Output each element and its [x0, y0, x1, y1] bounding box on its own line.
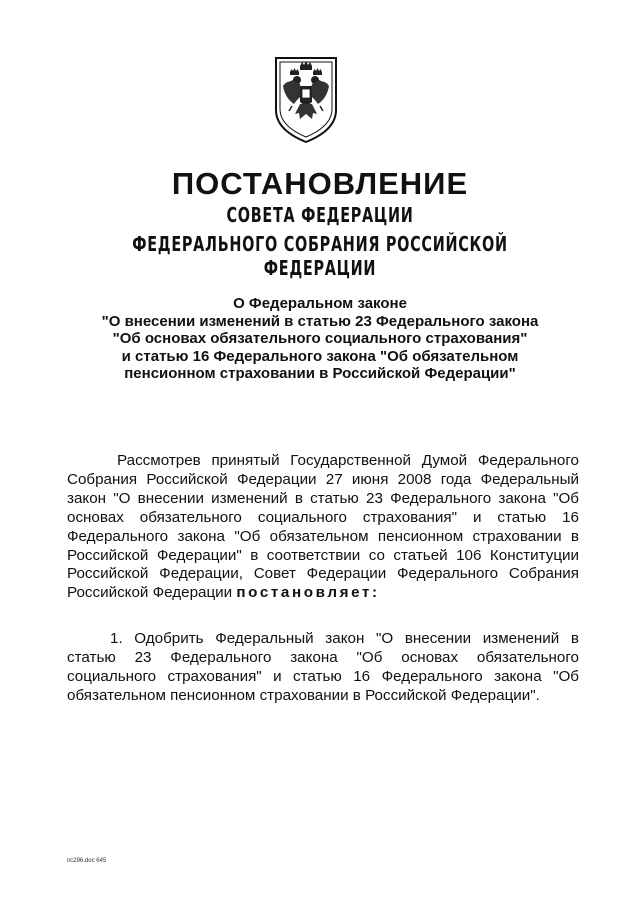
document-title: ПОСТАНОВЛЕНИЕ [171, 166, 469, 201]
russian-coat-of-arms-icon [270, 52, 342, 148]
subject-line: О Федеральном законе [233, 295, 407, 312]
preamble-text: Рассмотрев принятый Государственной Думой Федерального Собрания Российской Федерации 27 июня 2008 года Федеральный закон "О внесении изменений в статью 23 Федерального закона "Об основах обязательного социального страхования" и статью 16 Федерального закона "Об обязательном пенсионном страховании в Российской Федерации" в соответствии со статьей 106 Конституции Российской Федерации, Совет Федерации Федерального Собрания Российской Федерации [67, 452, 579, 602]
resolves-word: постановляет: [236, 584, 380, 602]
issuing-body-line1: СОВЕТА ФЕДЕРАЦИИ [226, 203, 414, 227]
subject-line: "О внесении изменений в статью 23 Федерального закона [101, 312, 539, 330]
file-reference: пс296.doc 645 [67, 858, 107, 864]
issuing-body-line2: ФЕДЕРАЛЬНОГО СОБРАНИЯ РОССИЙСКОЙ ФЕДЕРАЦИИ [132, 232, 508, 280]
subject-line: и статью 16 Федерального закона "Об обязательном [121, 347, 519, 365]
resolution-body [67, 452, 579, 706]
subject-line: "Об основах обязательного социального страхования" [112, 330, 528, 347]
subject-line: пенсионном страховании в Российской Федерации" [124, 365, 516, 382]
resolution-subject [0, 295, 640, 383]
clause-1: 1. Одобрить Федеральный закон "О внесении изменений в статью 23 Федерального закона "Об основах обязательного социального страхования" и статью 16 Федерального закона "Об обязательном пенсионном страховании в Российской Федерации". [67, 630, 579, 704]
preamble-paragraph [67, 452, 579, 603]
